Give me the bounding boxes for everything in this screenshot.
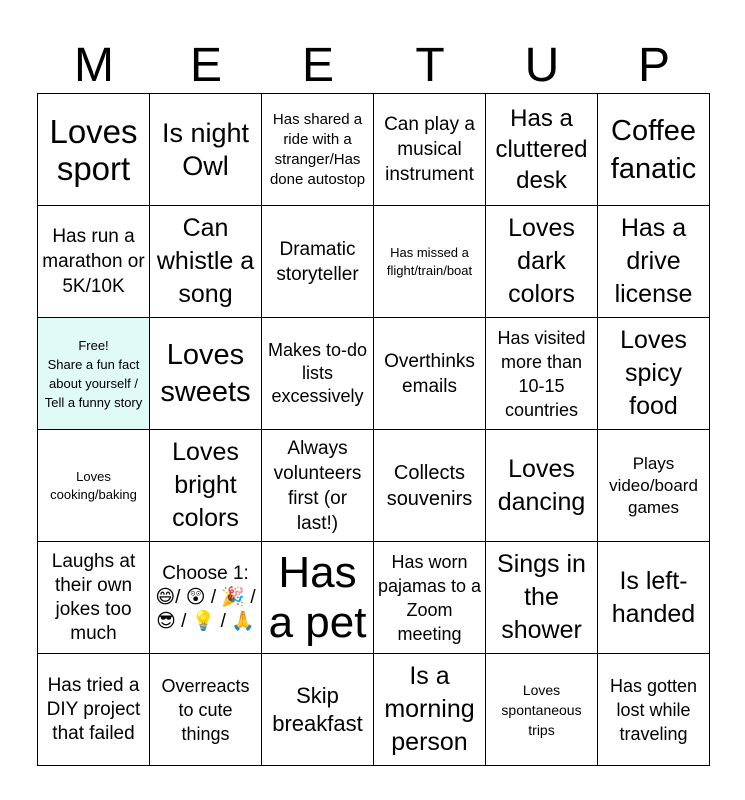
header-letter-u: U [524, 39, 560, 92]
cell-text: Has a cluttered desk [495, 105, 588, 194]
cell-text: Has a pet [268, 547, 367, 647]
bingo-grid [37, 93, 710, 766]
bingo-cell[interactable] [598, 206, 710, 318]
bingo-cell[interactable] [38, 206, 150, 318]
cell-text: Loves sport [49, 112, 138, 187]
free-space-cell[interactable] [38, 318, 150, 430]
cell-text: Has worn pajamas to a Zoom meeting [377, 551, 482, 644]
bingo-cell[interactable] [374, 94, 486, 206]
bingo-cell[interactable] [374, 430, 486, 542]
header-letter-p: P [637, 39, 670, 92]
bingo-cell[interactable] [150, 318, 262, 430]
bingo-cell[interactable] [150, 542, 262, 654]
bingo-cell[interactable] [374, 654, 486, 766]
bingo-cell[interactable] [150, 94, 262, 206]
bingo-cell[interactable] [598, 94, 710, 206]
cell-text: Overreacts to cute things [161, 675, 250, 744]
bingo-cell[interactable] [38, 94, 150, 206]
bingo-cell[interactable] [262, 318, 374, 430]
bingo-cell[interactable] [486, 654, 598, 766]
bingo-cell[interactable] [374, 542, 486, 654]
bingo-cell[interactable] [598, 542, 710, 654]
cell-text: Has tried a DIY project that failed [46, 674, 141, 744]
bingo-header [38, 38, 710, 94]
bingo-cell[interactable] [262, 430, 374, 542]
cell-text: Loves cooking/baking [50, 468, 137, 502]
cell-text: Loves sweets [160, 338, 251, 408]
cell-text: Has visited more than 10-15 countries [497, 327, 586, 420]
cell-text: Loves spontaneous trips [501, 681, 582, 738]
cell-text: Dramatic storyteller [276, 238, 359, 285]
cell-text: Always volunteers first (or last!) [273, 437, 362, 534]
bingo-cell[interactable] [150, 430, 262, 542]
cell-text: Has a drive license [614, 214, 693, 308]
cell-text: Loves spicy food [620, 326, 687, 420]
bingo-cell[interactable] [486, 206, 598, 318]
cell-text: Can play a musical instrument [384, 114, 475, 185]
bingo-cell[interactable] [374, 206, 486, 318]
bingo-cell[interactable] [38, 542, 150, 654]
header-letter-m: M [74, 39, 114, 92]
bingo-cell[interactable] [598, 654, 710, 766]
bingo-cell[interactable] [486, 542, 598, 654]
header-letter-t: T [415, 39, 445, 92]
bingo-cell[interactable] [262, 94, 374, 206]
cell-text: Overthinks emails [384, 350, 475, 397]
cell-text: Can whistle a song [156, 214, 255, 308]
bingo-cell[interactable] [486, 318, 598, 430]
cell-text: Has gotten lost while traveling [609, 675, 698, 744]
cell-text: Free! Share a fun fact about yourself / Tell a funny story [44, 337, 143, 410]
bingo-cell[interactable] [262, 206, 374, 318]
cell-text: Has shared a ride with a stranger/Has done autostop [269, 110, 366, 188]
bingo-cell[interactable] [38, 430, 150, 542]
bingo-cell[interactable] [486, 430, 598, 542]
cell-text: Makes to-do lists excessively [267, 340, 368, 406]
bingo-cell[interactable] [598, 318, 710, 430]
bingo-cell[interactable] [486, 94, 598, 206]
cell-text: Is left-handed [611, 566, 696, 628]
bingo-cell[interactable] [598, 430, 710, 542]
cell-text: Loves bright colors [172, 438, 239, 532]
cell-text: Collects souvenirs [386, 461, 473, 510]
cell-text: Loves dark colors [508, 214, 575, 308]
cell-text: Is night Owl [161, 117, 250, 181]
cell-text: Laughs at their own jokes too much [51, 550, 136, 644]
cell-text: Has run a marathon or 5K/10K [42, 226, 145, 297]
bingo-cell[interactable] [262, 542, 374, 654]
bingo-cell[interactable] [150, 654, 262, 766]
header-letter-e2: E [301, 39, 334, 92]
cell-text: Plays video/board games [609, 453, 698, 517]
cell-text: Choose 1: 😄/ 😲 / 🎉 /😎 / 💡 / 🙏 [155, 562, 256, 632]
cell-text: Has missed a flight/train/boat [386, 244, 473, 278]
bingo-cell[interactable] [262, 654, 374, 766]
cell-text: Sings in the shower [497, 550, 586, 644]
cell-text: Coffee fanatic [610, 114, 697, 185]
bingo-cell[interactable] [374, 318, 486, 430]
bingo-cell[interactable] [150, 206, 262, 318]
bingo-cell[interactable] [38, 654, 150, 766]
header-letter-e1: E [189, 39, 222, 92]
cell-text: Loves dancing [497, 454, 586, 516]
cell-text: Skip breakfast [272, 682, 363, 736]
cell-text: Is a morning person [384, 662, 475, 756]
